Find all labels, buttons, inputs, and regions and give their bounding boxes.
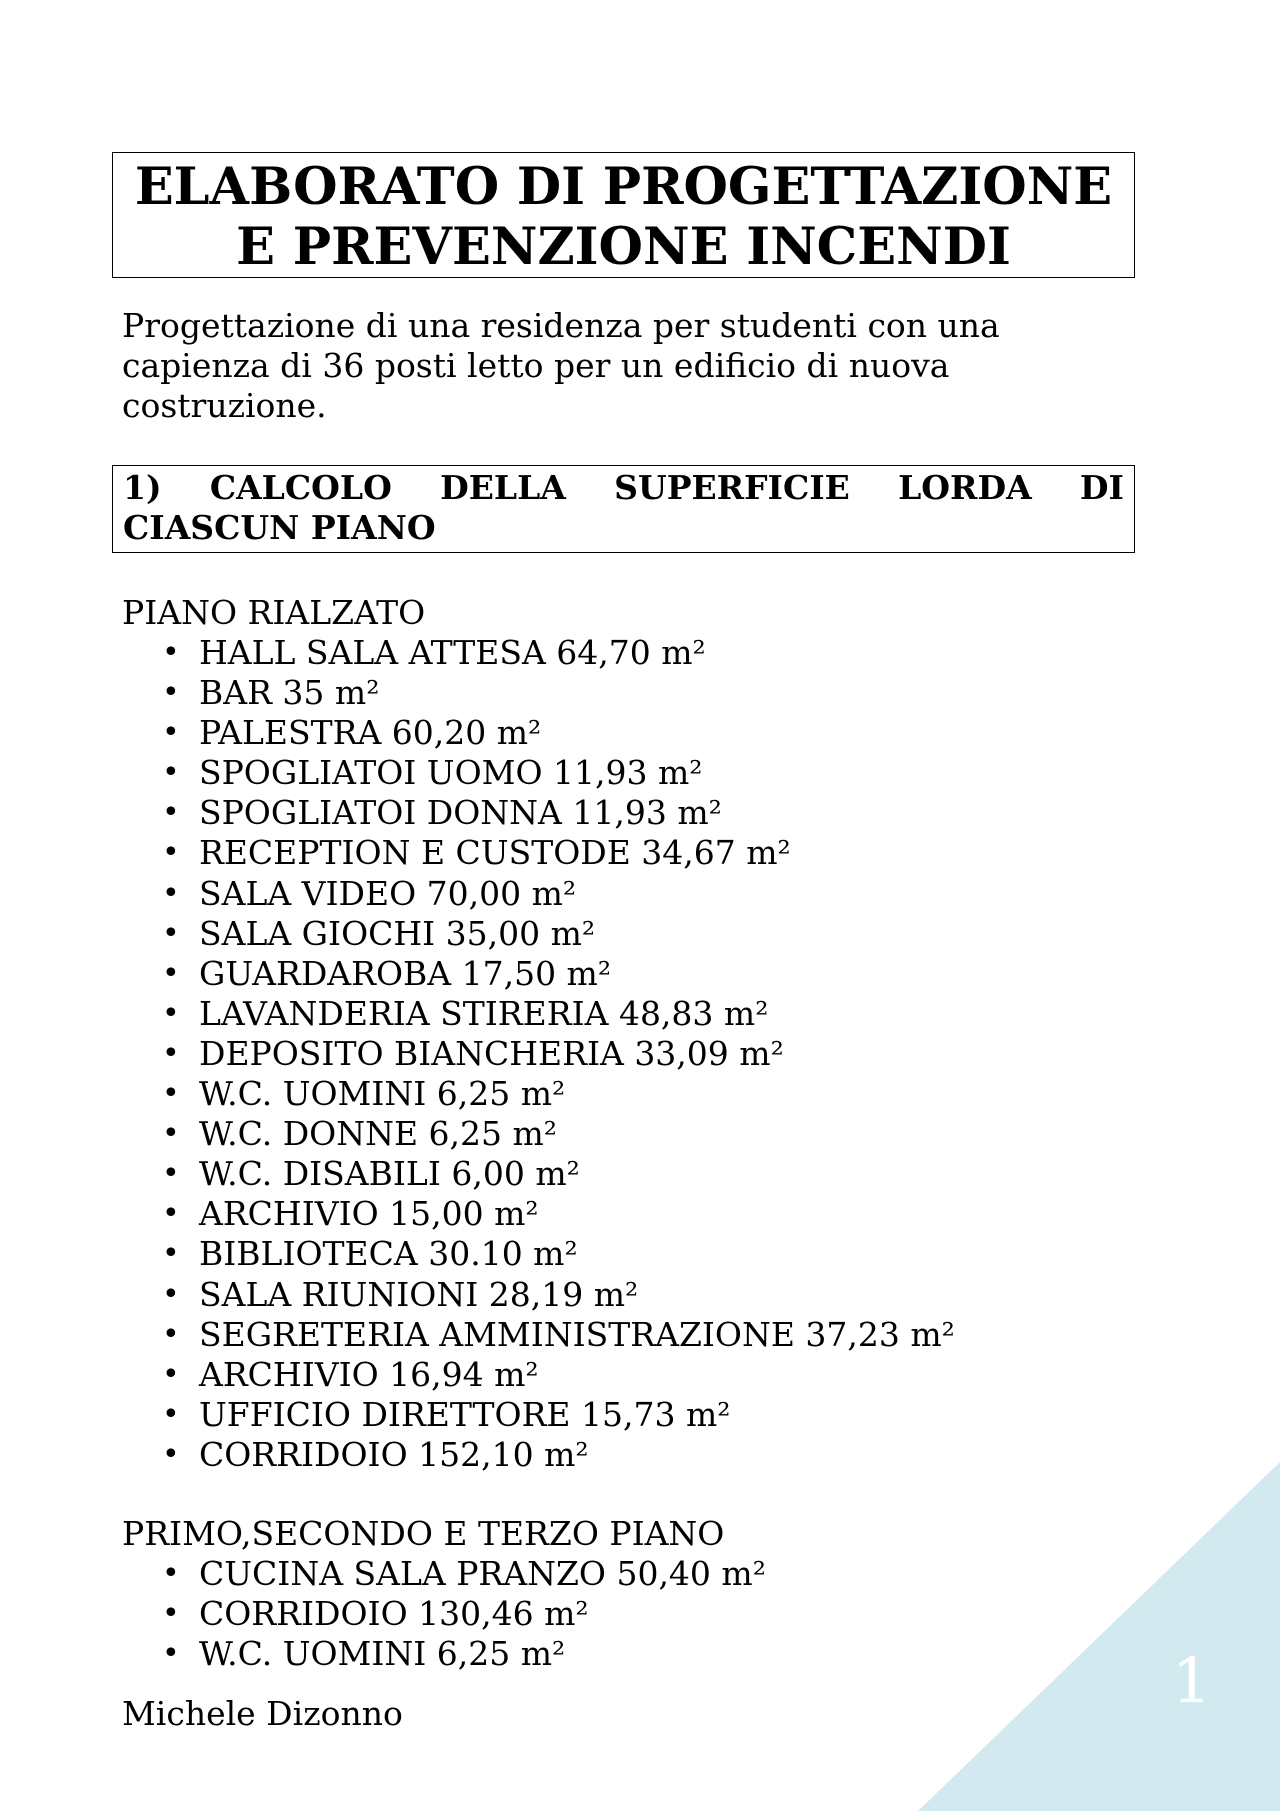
- room-entry: W.C. UOMINI 6,25 m²: [199, 1074, 566, 1114]
- room-list-item: [122, 633, 955, 673]
- room-list-item: [122, 1395, 955, 1435]
- bullet-icon: •: [162, 1636, 180, 1672]
- room-entry: DEPOSITO BIANCHERIA 33,09 m²: [199, 1033, 784, 1073]
- room-list-item: [122, 994, 955, 1034]
- bullet-icon: •: [162, 1076, 180, 1112]
- corner-decoration: [918, 1462, 1280, 1811]
- room-entry: RECEPTION E CUSTODE 34,67 m²: [199, 833, 791, 873]
- room-list-item: [122, 1194, 955, 1234]
- bullet-icon: •: [162, 835, 180, 871]
- document-title: [112, 152, 1135, 278]
- room-entry: LAVANDERIA STIRERIA 48,83 m²: [199, 993, 769, 1033]
- bullet-icon: •: [162, 635, 180, 670]
- section-1-word: SUPERFICIE: [614, 468, 850, 507]
- room-entry: PALESTRA 60,20 m²: [199, 713, 542, 753]
- room-entry: ARCHIVIO 15,00 m²: [199, 1194, 539, 1234]
- section-1-word: 1): [123, 468, 162, 507]
- room-list-primo-secondo-terzo: [122, 1554, 766, 1674]
- title-line-2: E PREVENZIONE INCENDI: [236, 217, 1011, 277]
- section-1-word: LORDA: [898, 468, 1032, 507]
- room-entry: GUARDAROBA 17,50 m²: [199, 953, 612, 993]
- room-entry: CUCINA SALA PRANZO 50,40 m²: [199, 1554, 766, 1593]
- room-list-item: [122, 914, 955, 954]
- floor-title-primo-secondo-terzo: PRIMO,SECONDO E TERZO PIANO: [122, 1514, 725, 1553]
- room-list-item: [122, 833, 955, 873]
- section-1-word: DELLA: [440, 468, 566, 507]
- room-list-piano-rialzato: [122, 633, 955, 1475]
- bullet-icon: •: [162, 1156, 180, 1192]
- page-number: 1: [1172, 1644, 1212, 1717]
- room-list-item: [122, 1594, 766, 1634]
- room-list-item: [122, 1435, 955, 1475]
- room-list-item: [122, 874, 955, 914]
- room-entry: SEGRETERIA AMMINISTRAZIONE 37,23 m²: [199, 1314, 955, 1354]
- bullet-icon: •: [162, 1556, 180, 1591]
- room-list-item: [122, 1275, 955, 1315]
- room-list-item: [122, 1315, 955, 1355]
- room-list-item: [122, 1154, 955, 1194]
- bullet-icon: •: [162, 1316, 180, 1352]
- room-list-item: [122, 753, 955, 793]
- room-entry: CORRIDOIO 130,46 m²: [199, 1594, 589, 1634]
- bullet-icon: •: [162, 755, 180, 791]
- bullet-icon: •: [162, 1596, 180, 1632]
- bullet-icon: •: [162, 1276, 180, 1312]
- room-list-item: [122, 1114, 955, 1154]
- room-list-item: [122, 1554, 766, 1594]
- bullet-icon: •: [162, 875, 180, 911]
- title-line-1: ELABORATO DI PROGETTAZIONE: [134, 157, 1113, 217]
- section-1-word: CALCOLO: [209, 468, 392, 507]
- bullet-icon: •: [162, 955, 180, 991]
- section-1-heading-line-1: [123, 468, 1124, 508]
- room-entry: SPOGLIATOI UOMO 11,93 m²: [199, 753, 703, 793]
- bullet-icon: •: [162, 795, 180, 831]
- room-entry: SALA GIOCHI 35,00 m²: [199, 913, 596, 953]
- room-list-item: [122, 1034, 955, 1074]
- section-1-heading-line-2: CIASCUN PIANO: [123, 508, 436, 547]
- author-name: Michele Dizonno: [122, 1694, 403, 1733]
- room-entry: SALA RIUNIONI 28,19 m²: [199, 1274, 639, 1314]
- room-entry: HALL SALA ATTESA 64,70 m²: [199, 633, 706, 672]
- bullet-icon: •: [162, 675, 180, 711]
- bullet-icon: •: [162, 1436, 180, 1472]
- room-entry: SALA VIDEO 70,00 m²: [199, 873, 577, 913]
- room-list-item: [122, 1234, 955, 1274]
- bullet-icon: •: [162, 1035, 180, 1071]
- intro-paragraph: Progettazione di una residenza per studenti con una capienza di 36 posti letto per un edificio di nuova costruzione.: [122, 306, 1000, 425]
- room-list-item: [122, 1355, 955, 1395]
- room-entry: BIBLIOTECA 30.10 m²: [199, 1234, 578, 1274]
- bullet-icon: •: [162, 915, 180, 951]
- room-entry: SPOGLIATOI DONNA 11,93 m²: [199, 793, 722, 833]
- section-1-heading: [112, 465, 1135, 553]
- bullet-icon: •: [162, 1396, 180, 1432]
- bullet-icon: •: [162, 1116, 180, 1152]
- room-list-item: [122, 1634, 766, 1674]
- bullet-icon: •: [162, 1196, 180, 1232]
- room-list-item: [122, 954, 955, 994]
- bullet-icon: •: [162, 715, 180, 751]
- room-entry: CORRIDOIO 152,10 m²: [199, 1434, 589, 1474]
- room-list-item: [122, 713, 955, 753]
- room-entry: ARCHIVIO 16,94 m²: [199, 1354, 539, 1394]
- room-list-item: [122, 793, 955, 833]
- room-list-item: [122, 1074, 955, 1114]
- room-list-item: [122, 673, 955, 713]
- room-entry: W.C. DISABILI 6,00 m²: [199, 1154, 580, 1194]
- bullet-icon: •: [162, 995, 180, 1031]
- section-1-word: DI: [1079, 468, 1124, 507]
- room-entry: W.C. DONNE 6,25 m²: [199, 1114, 558, 1154]
- bullet-icon: •: [162, 1236, 180, 1272]
- room-entry: W.C. UOMINI 6,25 m²: [199, 1634, 566, 1674]
- bullet-icon: •: [162, 1356, 180, 1392]
- floor-title-piano-rialzato: PIANO RIALZATO: [122, 593, 426, 632]
- room-entry: BAR 35 m²: [199, 673, 380, 713]
- room-entry: UFFICIO DIRETTORE 15,73 m²: [199, 1394, 731, 1434]
